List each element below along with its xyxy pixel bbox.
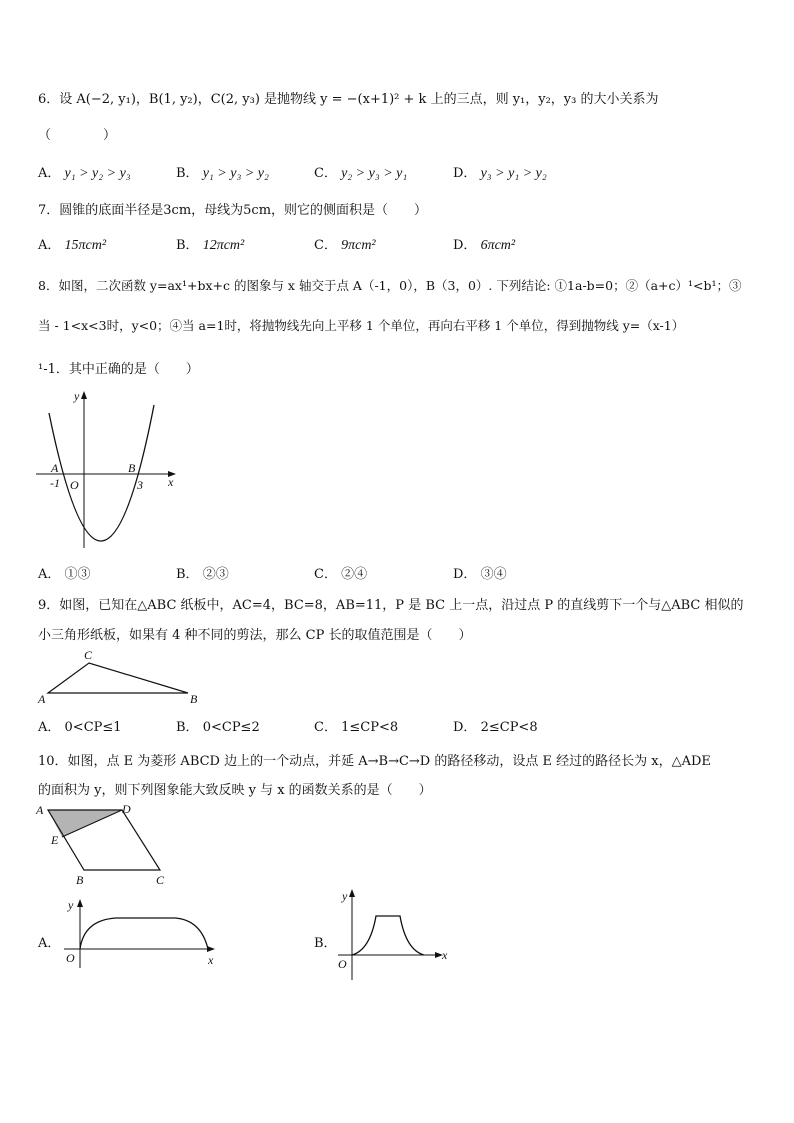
- q10a-curve: [80, 918, 208, 949]
- q6-answer-paren: （ ）: [38, 128, 117, 143]
- q9-label-c: C: [84, 648, 93, 662]
- q8-option-a: A． ①③: [38, 567, 91, 582]
- q8-parabola-curve: [49, 405, 154, 541]
- q10a-y-arrow: [77, 899, 83, 907]
- q9-triangle-figure: [36, 645, 206, 707]
- q7-stem: 7．圆锥的底面半径是3cm，母线为5cm，则它的侧面积是（ ）: [38, 203, 428, 218]
- q10-option-b-letter: B．: [314, 936, 337, 951]
- q8-label-origin: O: [70, 478, 79, 492]
- q10a-label-y: y: [68, 898, 74, 912]
- q10a-label-x: x: [208, 953, 214, 967]
- q6-stem: 6．设 A(−2, y₁)，B(1, y₂)，C(2, y₃) 是抛物线 y = −(x+1)² + k 上的三点，则 y₁，y₂，y₃ 的大小关系为: [38, 92, 659, 107]
- q8-option-c: C． ②④: [314, 567, 368, 582]
- q9-stem-line2: 小三角形纸板，如果有 4 种不同的剪法，那么 CP 长的取值范围是（ ）: [38, 628, 472, 643]
- q8-parabola-figure: [36, 388, 181, 553]
- q6-option-d: D． y₃ > y₁ > y₂: [453, 166, 547, 181]
- q8-label-neg1: -1: [50, 476, 60, 490]
- q9-option-a: A． 0<CP≤1: [38, 720, 122, 735]
- q10-option-b-graph: [332, 884, 457, 984]
- q9-label-b: B: [190, 692, 198, 706]
- q7-option-a: A． 15πcm²: [38, 238, 107, 253]
- q10b-label-origin: O: [338, 957, 347, 971]
- q7-option-c: C． 9πcm²: [314, 238, 376, 253]
- q8-label-a: A: [51, 461, 59, 475]
- q10a-x-arrow: [207, 946, 215, 952]
- q8-option-b: B． ②③: [176, 567, 229, 582]
- q9-option-b: B． 0<CP≤2: [176, 720, 260, 735]
- q9-label-a: A: [38, 692, 46, 706]
- q10b-label-y: y: [342, 889, 348, 903]
- q10-label-e: E: [51, 833, 59, 847]
- q10b-curve: [352, 916, 424, 955]
- q10a-label-origin: O: [66, 951, 75, 965]
- q10-stem-line2: 的面积为 y，则下列图象能大致反映 y 与 x 的函数关系的是（ ）: [38, 783, 432, 798]
- q9-stem-line1: 9．如图，已知在△ABC 纸板中，AC=4，BC=8，AB=11，P 是 BC 上一点，沿过点 P 的直线剪下一个与△ABC 相似的: [38, 598, 744, 613]
- q9-triangle: [48, 663, 188, 693]
- q10-label-d: D: [122, 802, 131, 816]
- q7-option-d: D． 6πcm²: [453, 238, 516, 253]
- q9-option-c: C． 1≤CP<8: [314, 720, 399, 735]
- q10-label-b: B: [76, 873, 84, 887]
- q8-stem-line3: ¹-1．其中正确的是（ ）: [38, 362, 199, 377]
- q8-label-3: 3: [137, 478, 143, 492]
- q8-label-x: x: [168, 475, 174, 489]
- q8-stem-line2: 当 - 1<x<3时，y<0；④当 a=1时，将抛物线先向上平移 1 个单位，再向右平移 1 个单位，得到抛物线 y=（x-1）: [38, 318, 685, 333]
- q10-option-a-letter: A．: [38, 936, 61, 951]
- q8-option-d: D． ③④: [453, 567, 507, 582]
- q6-option-b: B． y₁ > y₃ > y₂: [176, 166, 269, 181]
- q10-rhombus-figure: [36, 800, 186, 890]
- q10b-y-arrow: [349, 889, 355, 897]
- q9-option-d: D． 2≤CP<8: [453, 720, 538, 735]
- q10b-label-x: x: [442, 948, 448, 962]
- q8-y-arrow: [81, 391, 87, 399]
- q10-label-c: C: [156, 873, 165, 887]
- q10-stem-line1: 10．如图，点 E 为菱形 ABCD 边上的一个动点，并延 A→B→C→D 的路径移动，设点 E 经过的路径长为 x，△ADE: [38, 754, 711, 769]
- q8-label-y: y: [74, 389, 80, 403]
- q8-stem-line1: 8．如图，二次函数 y=ax¹+bx+c 的图象与 x 轴交于点 A（-1，0），B（3，0）. 下列结论: ①1a-b=0；②（a+c）¹<b¹；③: [38, 278, 742, 293]
- q6-option-a: A． y₁ > y₂ > y₃: [38, 166, 131, 181]
- q7-option-b: B． 12πcm²: [176, 238, 245, 253]
- q8-label-b: B: [128, 461, 136, 475]
- q10-shaded-triangle: [48, 810, 122, 837]
- q10-label-a: A: [36, 803, 44, 817]
- q6-option-c: C． y₂ > y₃ > y₁: [314, 166, 408, 181]
- q10-option-a-graph: [58, 896, 223, 971]
